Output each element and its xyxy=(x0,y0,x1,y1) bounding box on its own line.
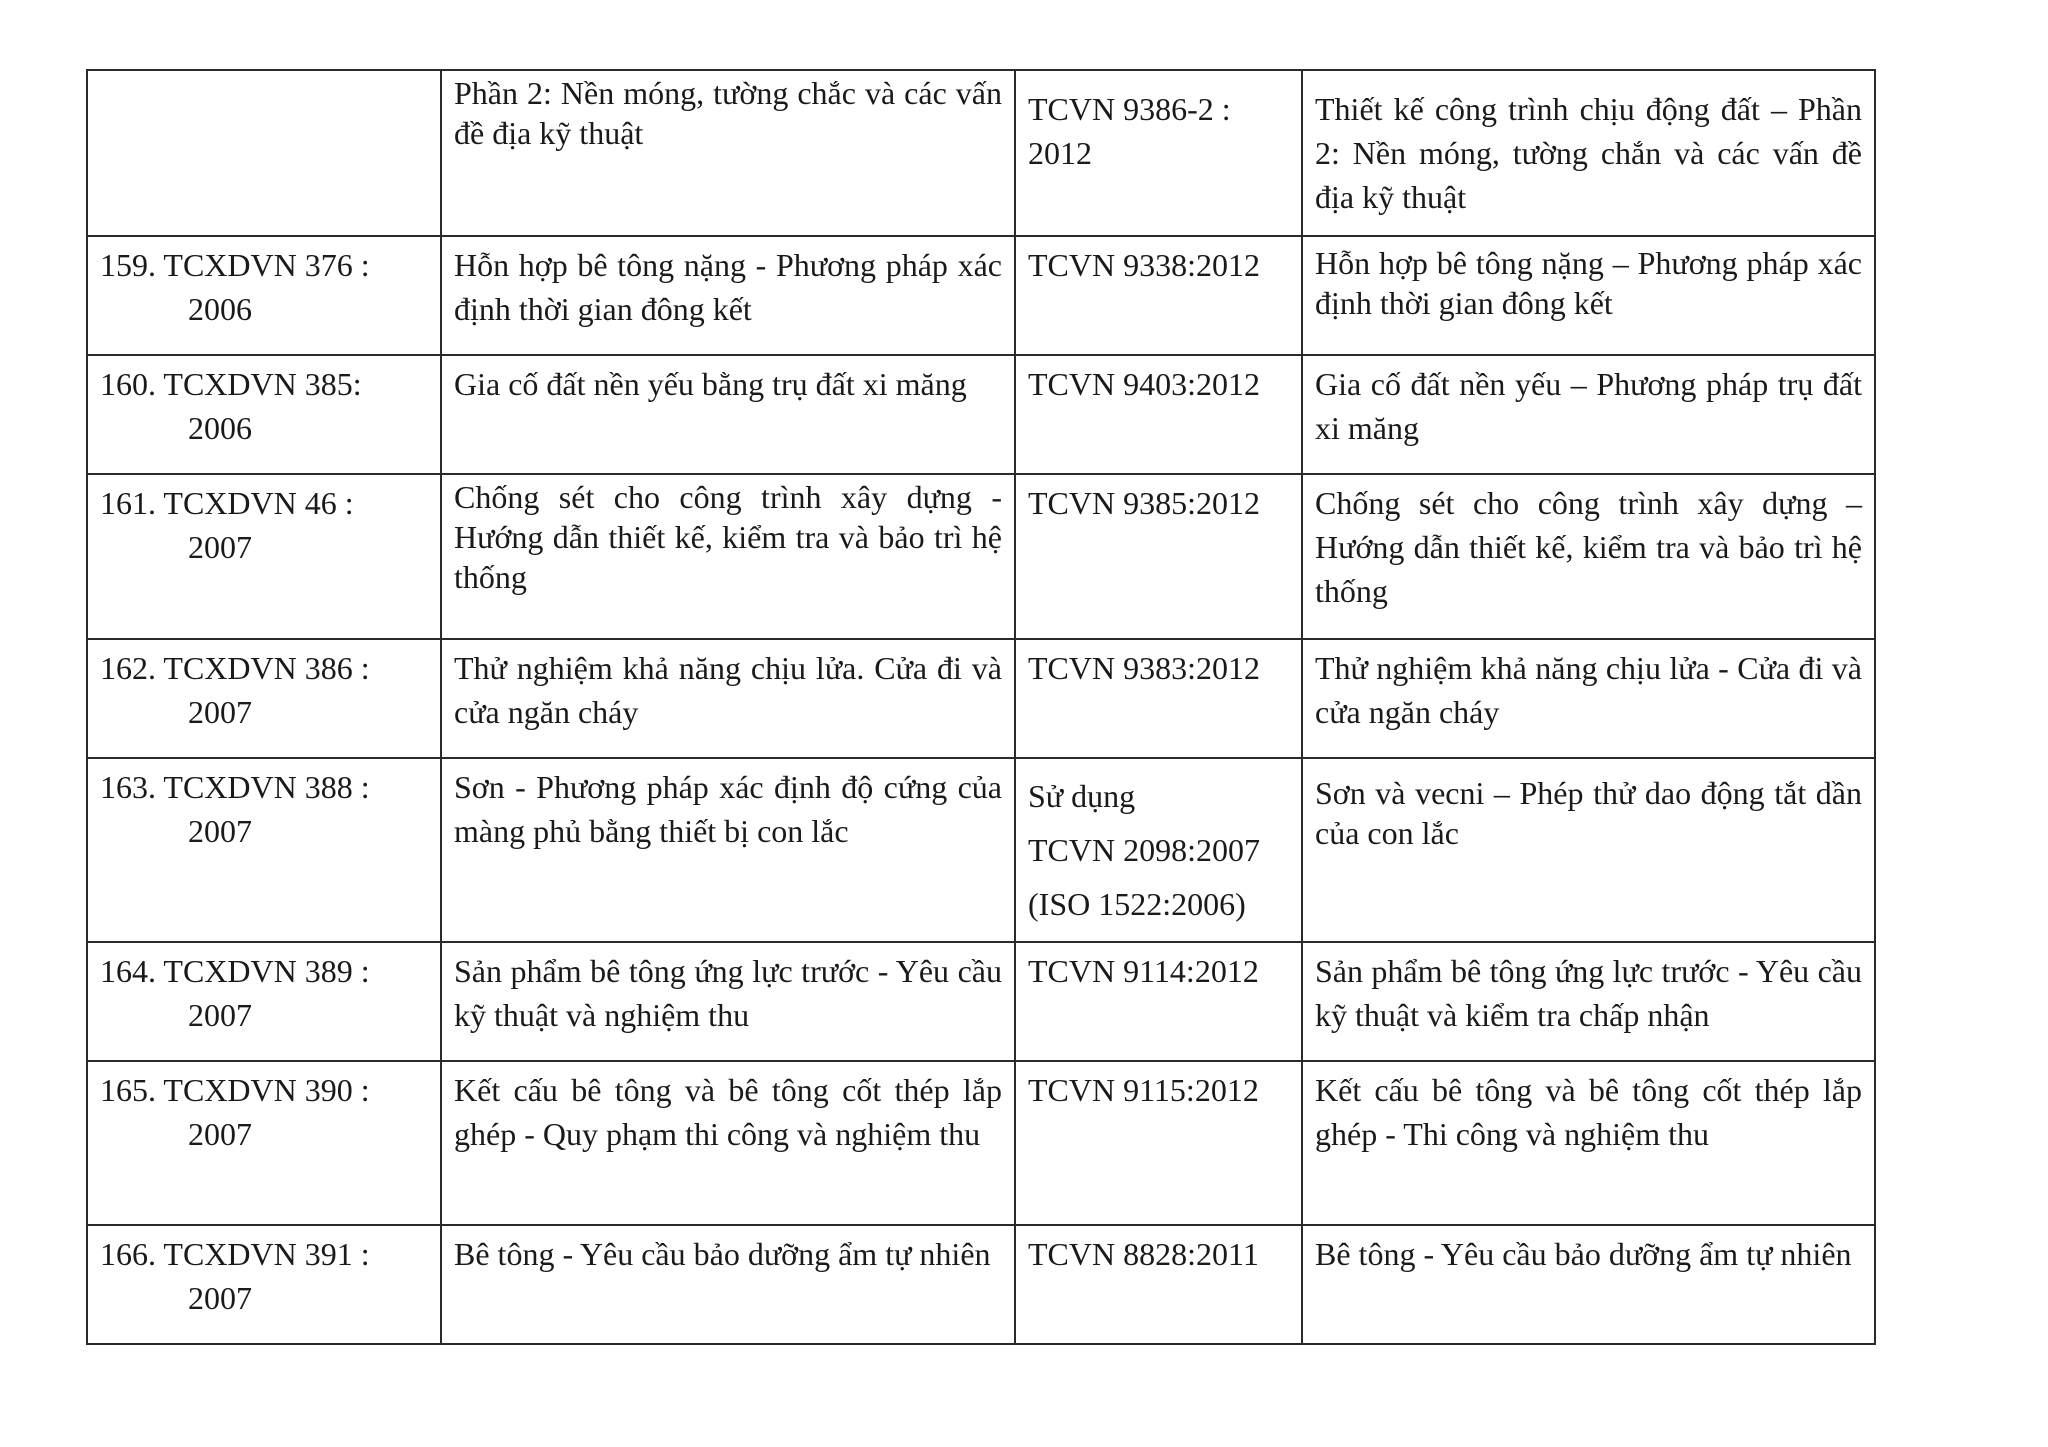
new-title: Bê tông - Yêu cầu bảo dưỡng ẩm tự nhiên xyxy=(1315,1236,1852,1272)
table-row xyxy=(87,474,1875,639)
new-code: TCVN 9115:2012 xyxy=(1028,1072,1259,1108)
old-code-cell xyxy=(87,639,441,758)
old-title: Bê tông - Yêu cầu bảo dưỡng ẩm tự nhiên xyxy=(454,1236,991,1272)
new-title-cell xyxy=(1302,70,1875,236)
new-code: TCVN 9338:2012 xyxy=(1028,247,1260,283)
new-title: Hỗn hợp bê tông nặng – Phương pháp xác định thời gian đông kết xyxy=(1315,245,1862,321)
new-code: TCVN 9114:2012 xyxy=(1028,953,1259,989)
old-title-cell xyxy=(441,942,1015,1061)
new-code-cell xyxy=(1015,758,1302,942)
old-code: 163. TCXDVN 388 : xyxy=(100,769,370,805)
old-code-year: 2006 xyxy=(188,291,252,327)
old-code: 166. TCXDVN 391 : xyxy=(100,1236,370,1272)
old-code: 162. TCXDVN 386 : xyxy=(100,650,370,686)
new-title: Sơn và vecni – Phép thử dao động tắt dần của con lắc xyxy=(1315,775,1862,851)
table-row xyxy=(87,942,1875,1061)
old-code-year: 2007 xyxy=(188,1280,252,1316)
old-code-cell xyxy=(87,1061,441,1225)
old-code-year: 2006 xyxy=(188,410,252,446)
standards-table xyxy=(86,69,1876,1345)
new-code: TCVN 9385:2012 xyxy=(1028,485,1260,521)
old-code: 160. TCXDVN 385: xyxy=(100,366,362,402)
old-title-cell xyxy=(441,639,1015,758)
table-row xyxy=(87,1225,1875,1344)
new-title: Thiết kế công trình chịu động đất – Phần 2: Nền móng, tường chắn và các vấn đề địa kỹ thuật xyxy=(1315,91,1862,215)
old-title-cell xyxy=(441,1225,1015,1344)
old-title: Hỗn hợp bê tông nặng - Phương pháp xác định thời gian đông kết xyxy=(454,247,1002,327)
table-row xyxy=(87,1061,1875,1225)
new-code-cell xyxy=(1015,1061,1302,1225)
old-code: 165. TCXDVN 390 : xyxy=(100,1072,370,1108)
old-code: 161. TCXDVN 46 : xyxy=(100,485,354,521)
new-code: TCVN 9403:2012 xyxy=(1028,366,1260,402)
table-row xyxy=(87,639,1875,758)
new-code-cell xyxy=(1015,70,1302,236)
old-title-cell xyxy=(441,1061,1015,1225)
new-title-cell xyxy=(1302,474,1875,639)
old-code: 159. TCXDVN 376 : xyxy=(100,247,370,283)
old-title: Chống sét cho công trình xây dựng - Hướng dẫn thiết kế, kiểm tra và bảo trì hệ thống xyxy=(454,479,1002,595)
old-code-cell xyxy=(87,942,441,1061)
new-code: TCVN 9386-2 : 2012 xyxy=(1028,91,1231,171)
new-title-cell xyxy=(1302,1225,1875,1344)
old-code-cell xyxy=(87,355,441,474)
new-title: Sản phẩm bê tông ứng lực trước - Yêu cầu kỹ thuật và kiểm tra chấp nhận xyxy=(1315,953,1862,1033)
new-code-cell xyxy=(1015,639,1302,758)
old-title: Kết cấu bê tông và bê tông cốt thép lắp ghép - Quy phạm thi công và nghiệm thu xyxy=(454,1072,1002,1152)
new-code-iso: (ISO 1522:2006) xyxy=(1028,886,1246,922)
new-code-cell xyxy=(1015,474,1302,639)
old-code-year: 2007 xyxy=(188,529,252,565)
old-title: Sơn - Phương pháp xác định độ cứng của màng phủ bằng thiết bị con lắc xyxy=(454,769,1002,849)
old-title-cell xyxy=(441,355,1015,474)
old-code-cell xyxy=(87,236,441,355)
new-title-cell xyxy=(1302,639,1875,758)
table-row xyxy=(87,70,1875,236)
old-code-cell xyxy=(87,1225,441,1344)
old-title-cell xyxy=(441,758,1015,942)
old-code-year: 2007 xyxy=(188,1116,252,1152)
new-code: TCVN 8828:2011 xyxy=(1028,1236,1259,1272)
new-title: Chống sét cho công trình xây dựng – Hướng dẫn thiết kế, kiểm tra và bảo trì hệ thống xyxy=(1315,485,1862,609)
old-code-cell xyxy=(87,758,441,942)
old-code-cell xyxy=(87,474,441,639)
new-code-cell xyxy=(1015,1225,1302,1344)
new-code-cell xyxy=(1015,942,1302,1061)
old-title: Thử nghiệm khả năng chịu lửa. Cửa đi và cửa ngăn cháy xyxy=(454,650,1002,730)
new-title: Thử nghiệm khả năng chịu lửa - Cửa đi và cửa ngăn cháy xyxy=(1315,650,1862,730)
old-title: Phần 2: Nền móng, tường chắc và các vấn đề địa kỹ thuật xyxy=(454,75,1002,151)
new-code-note: Sử dụng xyxy=(1028,778,1136,814)
new-code-cell xyxy=(1015,236,1302,355)
old-title-cell xyxy=(441,70,1015,236)
new-title-cell xyxy=(1302,942,1875,1061)
old-title: Sản phẩm bê tông ứng lực trước - Yêu cầu kỹ thuật và nghiệm thu xyxy=(454,953,1002,1033)
new-title-cell xyxy=(1302,236,1875,355)
new-code-cell xyxy=(1015,355,1302,474)
old-code: 164. TCXDVN 389 : xyxy=(100,953,370,989)
old-title-cell xyxy=(441,236,1015,355)
new-title: Kết cấu bê tông và bê tông cốt thép lắp ghép - Thi công và nghiệm thu xyxy=(1315,1072,1862,1152)
old-code-year: 2007 xyxy=(188,813,252,849)
old-code-cell xyxy=(87,70,441,236)
table-row xyxy=(87,236,1875,355)
new-title-cell xyxy=(1302,758,1875,942)
old-title-cell xyxy=(441,474,1015,639)
old-code-year: 2007 xyxy=(188,997,252,1033)
new-title-cell xyxy=(1302,355,1875,474)
table-row xyxy=(87,355,1875,474)
new-title-cell xyxy=(1302,1061,1875,1225)
new-title: Gia cố đất nền yếu – Phương pháp trụ đất xi măng xyxy=(1315,366,1862,446)
new-code: TCVN 9383:2012 xyxy=(1028,650,1260,686)
old-code-year: 2007 xyxy=(188,694,252,730)
table-row xyxy=(87,758,1875,942)
new-code: TCVN 2098:2007 xyxy=(1028,832,1260,868)
old-title: Gia cố đất nền yếu bằng trụ đất xi măng xyxy=(454,366,967,402)
